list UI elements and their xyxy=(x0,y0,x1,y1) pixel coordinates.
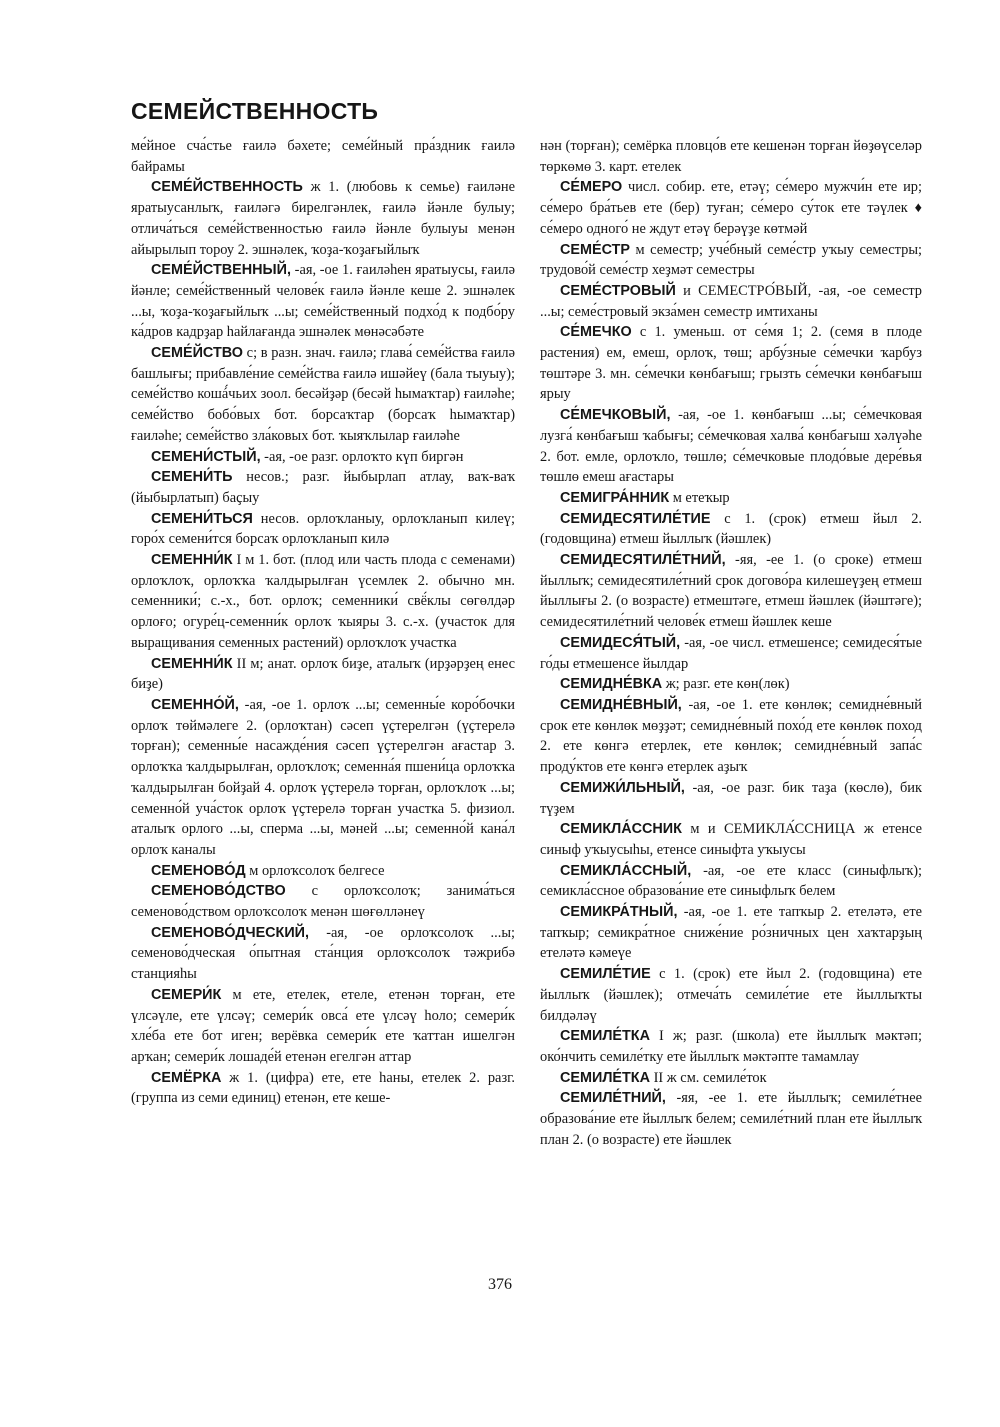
entry-definition: м семестр; уче́бный семе́стр уҡыу семестры; трудово́й семе́стр хеҙмәт семестры xyxy=(540,241,922,279)
dictionary-entry xyxy=(540,674,922,695)
entry-definition: -ая, -ое 1. ете көнлөк; семидне́вный срок ете көнлөк мөҙҙәт; семидне́вный похо́д ете көнлөк поход 2. ете көнгә етерлек, ете көнлөк; семидне́вный запа́с проду́ктов ете көнгә етерлек аҙыҡ xyxy=(540,696,922,776)
entry-headword: СЕМЕ́ЙСТВЕННЫЙ, xyxy=(151,262,291,279)
entry-headword: СЕМИДЕСЯТИЛЕ́ТИЕ xyxy=(560,510,711,527)
entry-headword: СЕМЕНОВО́ДЧЕСКИЙ, xyxy=(151,924,310,941)
entry-headword: СЕМИДЕСЯТИЛЕ́ТНИЙ, xyxy=(560,552,726,569)
entry-definition: II м; анат. орлоҡ биҙе, аталыҡ (ирҙәрҙең енес биҙе) xyxy=(131,655,515,693)
right-column xyxy=(540,136,922,1150)
entry-headword: СЕМЕНОВО́Д xyxy=(151,862,246,879)
dictionary-entry xyxy=(131,923,515,985)
entry-definition: с 1. (срок) етмеш йыл 2. (годовщина) етмеш йыллыҡ (йәшлек) xyxy=(540,510,922,548)
entry-headword: СЕМИКЛА́ССНЫЙ, xyxy=(560,862,692,879)
dictionary-entry xyxy=(540,240,922,281)
entry-definition: I м 1. бот. (плод или часть плода с семенами) орлоҡлоҡ, орлоҡҡа ҡалдырылған үсемлек 2. обычно мн. семенники́; с.-х., бот. орлоҡ; семенники́ свё́клы сөгөлдәр орлоғо; огуре́ц-семенни́к орлоҡ ҡыяры 3. с.-х. (участок для выращивания семенных растений) орлоҡлоҡ участка xyxy=(131,552,515,651)
dictionary-entry xyxy=(131,343,515,447)
entry-definition: -ая, -ое 1. ғаиләһен яратыусы, ғаилә йәнле; семе́йственный челове́к ғаилә йәнле кеше 2. эшнәлек ...ы, ҡоҙа-ҡоҙағыйлыҡ ...ы; семе́йственный подхо́д к подбо́ру ка́дров кадрҙар һайлағанда эшнәлек мөнәсәбәте xyxy=(131,262,515,341)
entry-headword: СЕМИКЛА́ССНИК xyxy=(560,821,682,838)
entry-headword: СЕМЕННИ́К xyxy=(151,655,233,672)
dictionary-entry xyxy=(540,550,922,633)
entry-definition: нән (торған); семёрка пловцо́в ете кешенән торған йөҙөүселәр төркөмө 3. карт. етелек xyxy=(540,138,922,175)
entry-headword: СЕМЕНОВО́ДСТВО xyxy=(151,883,286,900)
dictionary-entry xyxy=(540,509,922,550)
entry-definition: несов.; разг. йыбырлап атлау, ваҡ-ваҡ (йыбырлатып) баҫыу xyxy=(131,469,515,506)
dictionary-entry xyxy=(540,1026,922,1067)
entry-definition: ж 1. (любовь к семье) ғаиләне яратыусанлыҡ, ғаиләгә бирелгәнлек, ғаилә йәнле булыу; отлича́ться семе́йственностью ғаилә йәнле булыуы менән айырылып тороу 2. эшнәлек, ҡоҙа-ҡоҙағыйлыҡ xyxy=(131,179,515,258)
running-header: СЕМЕЙСТВЕННОСТЬ xyxy=(131,98,379,124)
entry-definition: II ж см. семиле́ток xyxy=(649,1069,767,1086)
entry-headword: СЕМИЛЕ́ТИЕ xyxy=(560,966,651,983)
entry-definition: ж 1. (цифра) ете, ете һаны, етелек 2. разг. (группа из семи единиц) етенән, ете кеше- xyxy=(131,1069,515,1107)
dictionary-entry xyxy=(131,654,515,695)
entry-headword: СЕМЕНИ́СТЫЙ, xyxy=(151,448,261,465)
entry-headword: СЕМЕРИ́К xyxy=(151,986,222,1003)
entry-definition: м орлоҡсолоҡ белгесе xyxy=(245,862,385,879)
dictionary-entry xyxy=(131,695,515,861)
entry-definition: с 1. уменьш. от се́мя 1; 2. (семя в плоде растения) ем, емеш, орлоҡ, төш; арбу́зные се́мечки ҡарбуз төштәре 3. мн. се́мечки көнбағыш; грызть се́мечки көнбағыш ярыу xyxy=(540,324,922,403)
entry-headword: СЕМЕННО́Й, xyxy=(151,696,239,713)
entry-definition: -ая, -ое ете класс (синыфлыҡ); семикла́ссное образова́ние ете синыфлыҡ белем xyxy=(540,862,922,900)
dictionary-entry xyxy=(540,902,922,964)
dictionary-entry xyxy=(131,861,515,882)
dictionary-entry xyxy=(540,322,922,405)
dictionary-entry xyxy=(540,488,922,509)
entry-definition: -ая, -ое орлоҡсолоҡ ...ы; семеново́дческая о́пытная ста́нция орлоҡсолоҡ тәжрибә станцияһы xyxy=(131,924,515,983)
dictionary-entry xyxy=(131,985,515,1068)
entry-headword: СЕМЕ́СТРОВЫЙ xyxy=(560,282,676,299)
entry-headword: СЕМЕНИ́ТЬ xyxy=(151,469,233,486)
dictionary-entry xyxy=(540,136,922,177)
entry-definition: м и СЕМИКЛА́ССНИЦА ж етенсе синыф уҡыусыһы, етенсе синыфта уҡыусы xyxy=(540,821,922,858)
dictionary-entry xyxy=(131,177,515,260)
entry-headword: СЕМИЖИ́ЛЬНЫЙ, xyxy=(560,779,685,796)
entry-definition: числ. собир. ете, етәү; се́меро мужчи́н ете ир; се́меро бра́тьев ете (бер) туған; се́меро су́ток ете тәүлек ♦ се́меро одного́ не ждут етәү берәүҙе көтмәй xyxy=(540,179,922,237)
entry-definition: с орлоҡсолоҡ; занима́ться семеново́дством орлоҡсолоҡ менән шөғөлләнеү xyxy=(131,883,515,921)
entry-definition: -яя, -ее 1. ете йыллыҡ; семиле́тнее образова́ние ете йыллыҡ белем; семиле́тний план ете йыллыҡ план 2. (о возрасте) ете йәшлек xyxy=(540,1090,922,1148)
entry-definition: I ж; разг. (школа) ете йыллыҡ мәктәп; око́нчить семиле́тку ете йыллыҡ мәктәпте тамамлау xyxy=(540,1028,922,1065)
entry-headword: СЕ́МЕЧКО xyxy=(560,324,632,341)
dictionary-entry xyxy=(131,467,515,508)
page-number: 376 xyxy=(488,1276,512,1293)
entry-definition: -ая, -ое 1. орлоҡ ...ы; семенны́е коро́бочки орлоҡ төймәлеге 2. (орлоҡтан) сәсеп үҫтерелгән (үҫтерелә торған); семенны́е насажде́ния сәсеп үҫтерелгән ағастар 3. орлоҡҡа ҡалдырылған, орлоҡлоҡ; семенна́я пшени́ца орлоҡҡа ҡалдырылған бойҙай 4. орлоҡ үҫтерелә торған, орлоҡлоҡ ...ы; семенно́й уча́сток орлоҡ үҫтерелә торған участка 5. физиол. аталыҡ орлого ...ы, сперма ...ы, мәней ...ы; семенно́й кана́л орлоҡ каналы xyxy=(131,696,515,858)
entry-definition: -ая, -ое числ. етмешенсе; семидеся́тые го́ды етмешенсе йылдар xyxy=(540,634,922,672)
entry-headword: СЕМЕ́СТР xyxy=(560,241,630,258)
dictionary-entry xyxy=(131,1068,515,1109)
entry-definition: несов. орлоҡланыу, орлоҡланып килеү; горо́х семени́тся борсаҡ орлоҡланып килә xyxy=(131,510,515,548)
entry-definition: с; в разн. знач. ғаилә; глава́ семе́йства ғаилә башлығы; прибавле́ние семе́йства ғаилә ишәйеү (бала тыуыу); семе́йство кошá́чьих зоол. бесәйҙәр (бесәй һымаҡтар) ғаиләһе; семе́йство бобо́вых бот. борсаҡтар (борсаҡ һымаҡтар) ғаиләһе; семе́йство зла́ковых бот. ҡыяҡлылар ғаиләһе xyxy=(131,345,515,444)
entry-definition: -ая, -ое разг. орлоҡто күп биргән xyxy=(260,448,464,465)
dictionary-entry xyxy=(131,447,515,468)
dictionary-entry xyxy=(131,136,515,177)
dictionary-entry xyxy=(540,1088,922,1150)
dictionary-entry xyxy=(540,819,922,860)
entry-headword: СЕМИДЕСЯ́ТЫЙ, xyxy=(560,634,681,651)
entry-definition: -яя, -ее 1. (о сроке) етмеш йыллыҡ; семидесятиле́тний срок догово́ра килешеүҙең етмеш йыллығы 2. (о возрасте) етмештәге, етмеш йәшлек (йәштәге); семидесятиле́тний челове́к етмеш йәшлек кеше xyxy=(540,552,922,631)
dictionary-entry xyxy=(131,881,515,922)
entry-headword: СЕМИГРА́ННИК xyxy=(560,489,670,506)
entry-headword: СЕМЁРКА xyxy=(151,1069,222,1086)
entry-headword: СЕМИЛЕ́ТКА xyxy=(560,1069,650,1086)
entry-definition: -ая, -ое 1. ете тапҡыр 2. етеләтә, ете тапҡыр; семикра́тное сниже́ние ро́зничных цен хаҡтарҙың етеләтә кәмеүе xyxy=(540,904,922,962)
dictionary-entry xyxy=(131,509,515,550)
entry-definition: ж; разг. ете көн(лөк) xyxy=(662,676,790,693)
dictionary-entry xyxy=(540,964,922,1026)
dictionary-entry xyxy=(131,260,515,343)
entry-headword: СЕМИКРА́ТНЫЙ, xyxy=(560,904,678,921)
entry-definition: м етеҡыр xyxy=(669,489,730,506)
entry-headword: СЕМИЛЕ́ТКА xyxy=(560,1028,650,1045)
entry-headword: СЕМИДНЕ́ВНЫЙ, xyxy=(560,696,682,713)
dictionary-entry xyxy=(540,177,922,239)
entry-headword: СЕМИДНЕ́ВКА xyxy=(560,676,663,693)
dictionary-entry xyxy=(540,1068,922,1089)
entry-definition: -ая, -ое разг. бик таҙа (көслө), бик түҙем xyxy=(540,779,922,817)
dictionary-entry xyxy=(131,550,515,654)
dictionary-entry xyxy=(540,281,922,322)
entry-definition: м ете, етелек, етеле, етенән торған, ете үлсәүле, ете үлсәү; семери́к овса́ ете үлсәү һоло; семери́к хле́ба ете бот иген; верёвка семери́к ете ҡаттан ишелгән арҡан; семери́к лошаде́й етенән егелгән аттар xyxy=(131,986,515,1065)
entry-headword: СЕМЕНИ́ТЬСЯ xyxy=(151,510,253,527)
entry-headword: СЕ́МЕРО xyxy=(560,179,623,196)
entry-headword: СЕМИЛЕ́ТНИЙ, xyxy=(560,1090,666,1107)
entry-definition: с 1. (срок) ете йыл 2. (годовщина) ете йыллыҡ (йәшлек); отмеча́ть семиле́тие ете йыллыҡты билдәләү xyxy=(540,966,922,1024)
entry-definition: ме́йное сча́стье ғаилә бәхете; семе́йный пра́здник ғаилә байрамы xyxy=(131,138,515,175)
entry-headword: СЕ́МЕЧКОВЫЙ, xyxy=(560,407,671,424)
entry-headword: СЕМЕ́ЙСТВЕННОСТЬ xyxy=(151,179,303,196)
left-column xyxy=(131,136,515,1109)
entry-definition: -ая, -ое 1. көнбағыш ...ы; се́мечковая лузга́ көнбағыш ҡабығы; се́мечковая халва́ көнбағыш хәлүәһе 2. бот. емле, орлоҡло, төшлө; се́мечковые плодо́вые дере́вья төшлө емеш ағастары xyxy=(540,407,922,486)
dictionary-entry xyxy=(540,778,922,819)
dictionary-entry xyxy=(540,695,922,778)
dictionary-entry xyxy=(540,405,922,488)
dictionary-entry xyxy=(540,633,922,674)
entry-headword: СЕМЕННИ́К xyxy=(151,552,233,569)
entry-headword: СЕМЕ́ЙСТВО xyxy=(151,345,243,362)
entry-definition: и СЕМЕСТРО́ВЫЙ, -ая, -ое семестр ...ы; семе́стровый экза́мен семестр имтиханы xyxy=(540,282,922,320)
dictionary-entry xyxy=(540,861,922,902)
